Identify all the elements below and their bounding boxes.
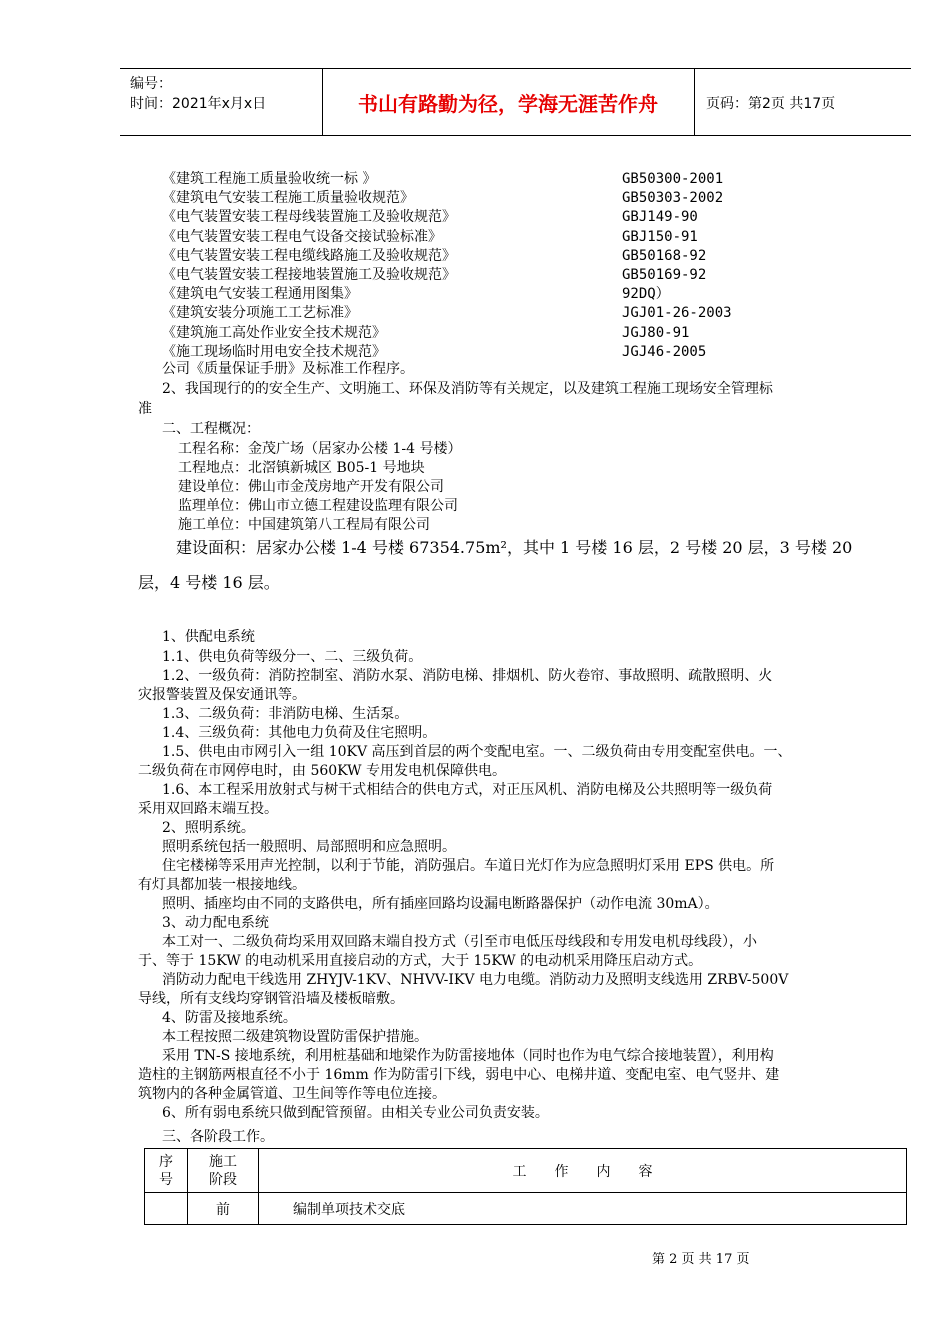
- table-row: [145, 1193, 907, 1225]
- standard-name: 《建筑电气安装工程施工质量验收规范》: [162, 190, 414, 206]
- paragraph: 于、等于 15KW 的电动机采用直接启动的方式，大于 15KW 的电动机采用降压启动方式。: [138, 953, 703, 969]
- paragraph: 公司《质量保证手册》及标准工作程序。: [162, 361, 414, 377]
- paragraph: 2、我国现行的的安全生产、文明施工、环保及消防等有关规定，以及建筑工程施工现场安全管理标: [162, 381, 773, 397]
- paragraph: 本工程按照二级建筑物设置防雷保护措施。: [162, 1029, 428, 1045]
- paragraph: 造柱的主钢筋两根直径不小于 16mm 作为防雷引下线，弱电中心、电梯井道、变配电室、电气竖井、建: [138, 1067, 780, 1083]
- section-heading: 二、工程概况：: [162, 421, 260, 437]
- project-site: 工程地点：北滘镇新城区 B05-1 号地块: [178, 460, 425, 476]
- table-header-row: [145, 1149, 907, 1193]
- paragraph: 筑物内的各种金属管道、卫生间等作等电位连接。: [138, 1086, 446, 1102]
- standard-code: GBJ149-90: [622, 209, 698, 225]
- section-heading: 三、各阶段工作。: [162, 1129, 274, 1145]
- section-heading: 1、供配电系统: [162, 629, 255, 645]
- paragraph: 1.2、一级负荷：消防控制室、消防水泵、消防电梯、排烟机、防火卷帘、事故照明、疏散照明、火: [162, 668, 773, 684]
- paragraph: 1.3、二级负荷：非消防电梯、生活泵。: [162, 706, 409, 722]
- construction-area: 建设面积：居家办公楼 1-4 号楼 67354.75m²，其中 1 号楼 16 层，2 号楼 20 层，3 号楼 20: [176, 538, 853, 557]
- paragraph: 1.5、供电由市网引入一组 10KV 高压到首层的两个变配电室。一、二级负荷由专用变配室供电。一、: [162, 744, 792, 760]
- paragraph: 有灯具都加装一根接地线。: [138, 877, 306, 893]
- doc-time: 时间：2021年x月x日: [130, 96, 267, 112]
- standard-name: 《电气装置安装工程电气设备交接试验标准》: [162, 229, 442, 245]
- paragraph: 导线，所有支线均穿钢管沿墙及楼板暗敷。: [138, 991, 404, 1007]
- standard-code: GB50300-2001: [622, 171, 724, 187]
- paragraph: 消防动力配电干线选用 ZHYJV-1KV、NHVV-IKV 电力电缆。消防动力及照明支线选用 ZRBV-500V: [162, 972, 789, 988]
- contractor-unit: 施工单位：中国建筑第八工程局有限公司: [178, 517, 430, 533]
- standard-name: 《建筑安装分项施工工艺标准》: [162, 305, 358, 321]
- header-text: 阶段: [209, 1171, 237, 1188]
- table-cell-stage: 前: [188, 1193, 259, 1225]
- standard-name: 《施工现场临时用电安全技术规范》: [162, 344, 386, 360]
- paragraph: 1.1、供电负荷等级分一、二、三级负荷。: [162, 649, 423, 665]
- section-heading: 3、动力配电系统: [162, 915, 269, 931]
- standard-code: GB50168-92: [622, 248, 707, 264]
- page-header: [120, 68, 911, 136]
- paragraph: 准: [138, 401, 152, 417]
- standard-code: GBJ150-91: [622, 229, 698, 245]
- header-motto: 书山有路勤为径，学海无涯苦作舟: [322, 69, 695, 135]
- table-cell: [145, 1193, 188, 1225]
- paragraph: 灾报警装置及保安通讯等。: [138, 687, 306, 703]
- paragraph: 采用双回路末端互投。: [138, 801, 278, 817]
- standard-name: 《电气装置安装工程电缆线路施工及验收规范》: [162, 248, 456, 264]
- standard-code: JGJ46-2005: [622, 344, 707, 360]
- header-text: 施工: [209, 1153, 237, 1170]
- project-name: 工程名称：金茂广场（居家办公楼 1-4 号楼）: [178, 441, 462, 457]
- table-cell-content: 编制单项技术交底: [259, 1193, 907, 1225]
- supervisor-unit: 监理单位：佛山市立德工程建设监理有限公司: [178, 498, 458, 514]
- paragraph: 采用 TN-S 接地系统，利用桩基础和地梁作为防雷接地体（同时也作为电气综合接地装置），利用构: [162, 1048, 774, 1064]
- section-heading: 2、照明系统。: [162, 820, 255, 836]
- paragraph: 二级负荷在市网停电时，由 560KW 专用发电机保障供电。: [138, 763, 506, 779]
- standard-name: 《建筑电气安装工程通用图集》: [162, 286, 358, 302]
- standard-name: 《电气装置安装工程接地装置施工及验收规范》: [162, 267, 456, 283]
- paragraph: 1.6、本工程采用放射式与树干式相结合的供电方式，对正压风机、消防电梯及公共照明等一级负荷: [162, 782, 773, 798]
- doc-number: 编号：: [130, 76, 172, 92]
- header-text: 序: [159, 1153, 173, 1170]
- standard-code: GB50303-2002: [622, 190, 724, 206]
- page-footer: 第 2 页 共 17 页: [652, 1252, 750, 1267]
- paragraph: 1.4、三级负荷：其他电力负荷及住宅照明。: [162, 725, 437, 741]
- section-heading: 4、防雷及接地系统。: [162, 1010, 297, 1026]
- header-text: 号: [159, 1171, 173, 1188]
- builder-unit: 建设单位：佛山市金茂房地产开发有限公司: [178, 479, 444, 495]
- stage-work-table: [144, 1148, 907, 1225]
- header-page-number: 页码：第2页 共17页: [706, 96, 836, 112]
- paragraph: 本工对一、二级负荷均采用双回路末端自投方式（引至市电低压母线段和专用发电机母线段），小: [162, 934, 757, 950]
- standard-name: 《建筑工程施工质量验收统一标 》: [162, 171, 377, 187]
- header-cell-stage: [188, 1149, 259, 1193]
- header-meta: [120, 69, 323, 135]
- standard-name: 《建筑施工高处作业安全技术规范》: [162, 325, 386, 341]
- standard-code: JGJ80-91: [622, 325, 690, 341]
- header-cell-number: [145, 1149, 188, 1193]
- paragraph: 住宅楼梯等采用声光控制，以利于节能，消防强启。车道日光灯作为应急照明灯采用 EPS 供电。所: [162, 858, 775, 874]
- header-cell-content: 工 作 内 容: [259, 1149, 907, 1193]
- standard-code: GB50169-92: [622, 267, 707, 283]
- construction-area-cont: 层，4 号楼 16 层。: [138, 573, 280, 592]
- paragraph: 6、所有弱电系统只做到配管预留。由相关专业公司负责安装。: [162, 1105, 549, 1121]
- standard-code: 92DQ）: [622, 286, 670, 302]
- paragraph: 照明、插座均由不同的支路供电，所有插座回路均设漏电断路器保护（动作电流 30mA）。: [162, 896, 719, 912]
- standard-code: JGJ01-26-2003: [622, 305, 732, 321]
- paragraph: 照明系统包括一般照明、局部照明和应急照明。: [162, 839, 456, 855]
- standard-name: 《电气装置安装工程母线装置施工及验收规范》: [162, 209, 456, 225]
